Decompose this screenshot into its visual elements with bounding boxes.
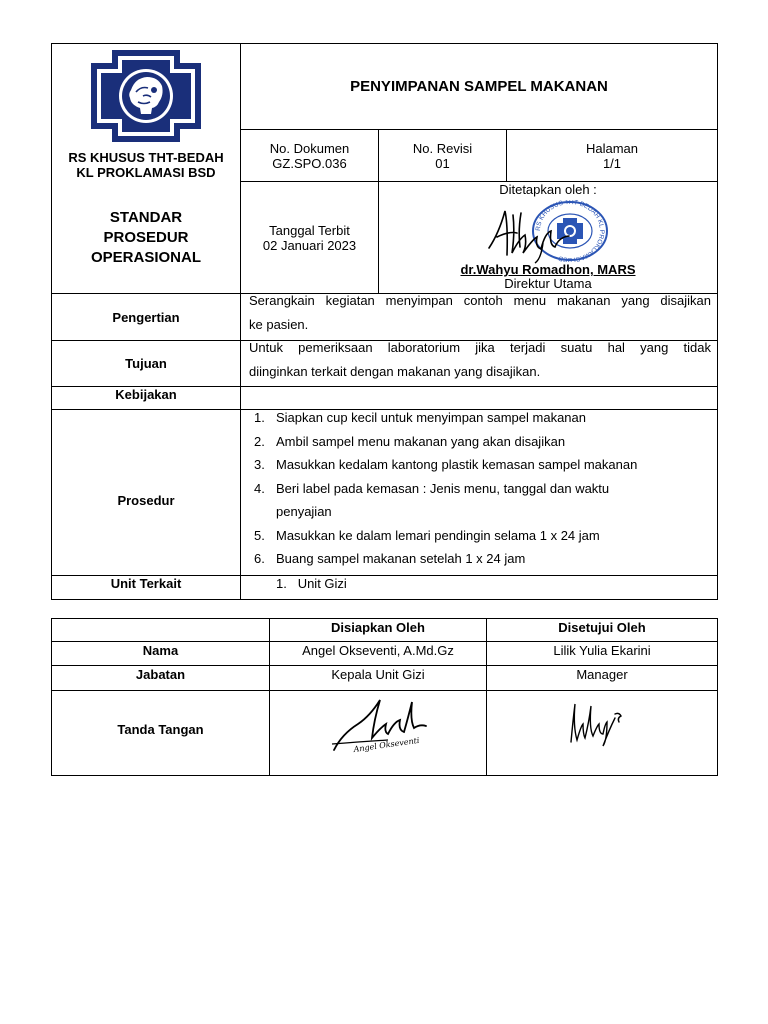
tanda-tangan-label: Tanda Tangan: [117, 721, 204, 737]
list-item: 3. Masukkan kedalam kantong plastik kemasan sampel makanan: [254, 457, 638, 472]
list-item: 6. Buang sampel makanan setelah 1 x 24 jam: [254, 551, 526, 566]
jabatan-label: Jabatan: [135, 666, 186, 682]
list-item: 2. Ambil sampel menu makanan yang akan disajikan: [254, 433, 566, 449]
pengertian-label: Pengertian: [112, 309, 180, 325]
tujuan-label: Tujuan: [125, 356, 167, 371]
list-item: 4. Beri label pada kemasan : Jenis menu, tanggal dan waktu penyajian: [254, 480, 610, 519]
pengertian-text: Serangkain kegiatan menyimpan contoh menu makanan yang disajikan ke pasien.: [249, 293, 711, 332]
sop-title: STANDAR PROSEDUR OPERASIONAL: [90, 208, 201, 266]
svg-text:Angel Okseventi: Angel Okseventi: [353, 735, 420, 754]
no-dokumen-cell: [241, 130, 378, 181]
no-dokumen-value: GZ.SPO.036: [272, 155, 347, 171]
hospital-name: RS KHUSUS THT-BEDAH KL PROKLAMASI BSD: [68, 150, 224, 180]
nama-label: Nama: [142, 642, 179, 658]
ditetapkan-label: Ditetapkan oleh :: [499, 182, 597, 197]
prepared-position: Kepala Unit Gizi: [331, 666, 425, 682]
col-approved-header: Disetujui Oleh: [558, 619, 646, 635]
unit-terkait-item: 1. Unit Gizi: [276, 576, 347, 591]
list-item: 1. Siapkan cup kecil untuk menyimpan sampel makanan: [254, 410, 587, 425]
unit-terkait-label: Unit Terkait: [110, 575, 182, 591]
director-name: dr.Wahyu Romadhon, MARS: [460, 262, 636, 277]
approved-name: Lilik Yulia Ekarini: [553, 642, 651, 658]
tanggal-terbit-label: Tanggal Terbit: [269, 222, 350, 238]
tanggal-terbit-value: 02 Januari 2023: [262, 237, 357, 253]
no-dokumen-label: No. Dokumen: [269, 140, 350, 156]
tanggal-terbit-cell: [241, 182, 378, 293]
approved-signature: [565, 700, 625, 748]
svg-text:RS KHUSUS THT-BEDAH KL PROKLAM: RS KHUSUS THT-BEDAH KL PROKLAMASI BSD: [534, 200, 606, 262]
col-prepared-header: Disiapkan Oleh: [331, 619, 425, 635]
no-revisi-label: No. Revisi: [412, 140, 473, 156]
prosedur-label: Prosedur: [117, 492, 175, 508]
doc-title: PENYIMPANAN SAMPEL MAKANAN: [350, 78, 608, 95]
list-item: 5. Masukkan ke dalam lemari pendingin selama 1 x 24 jam: [254, 527, 600, 543]
tujuan-text: Untuk pemeriksaan laboratorium jika terjadi suatu hal yang tidak diinginkan terkait dengan makanan yang disajikan.: [249, 340, 711, 379]
director-signature: [485, 203, 585, 265]
prepared-name: Angel Okseventi, A.Md.Gz: [302, 642, 454, 658]
no-revisi-cell: [379, 130, 506, 181]
hospital-logo: [91, 50, 201, 142]
halaman-label: Halaman: [585, 140, 639, 156]
halaman-cell: [507, 130, 717, 181]
director-title: Direktur Utama: [504, 276, 592, 291]
prepared-signature: [328, 694, 438, 758]
kebijakan-label: Kebijakan: [115, 387, 177, 402]
halaman-value: 1/1: [602, 155, 622, 171]
approved-position: Manager: [576, 666, 628, 682]
no-revisi-value: 01: [435, 155, 450, 171]
prosedur-steps: [241, 406, 711, 571]
